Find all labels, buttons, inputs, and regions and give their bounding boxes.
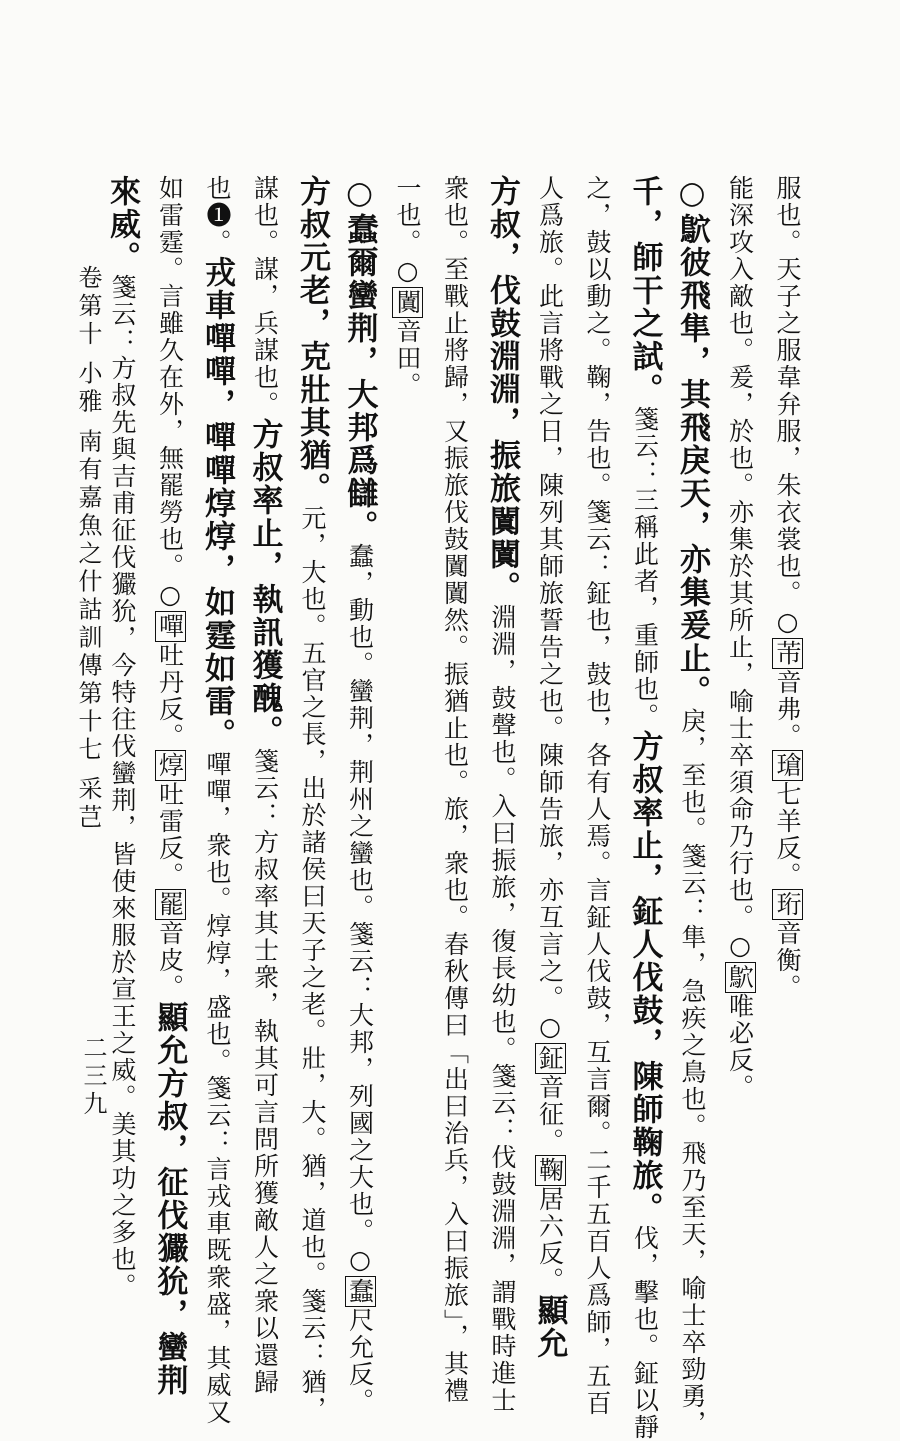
running-head: 卷第十 小雅 南有嘉魚之什詁訓傳第十七 采芑 bbox=[74, 265, 102, 832]
text-column bbox=[674, 175, 710, 1437]
commentary-text: 伐，擊也。鉦以靜 bbox=[630, 1225, 660, 1441]
commentary-text: 人爲旅。此言將戰之日，陳列其師旅誓告之也。陳師告旅，亦互言之。○ bbox=[535, 175, 565, 1043]
commentary-text: 衆也。至戰止將歸，又振旅伐鼓闐闐然。振猶止也。旅，衆也。春秋傳曰「出曰治兵，入曰振旅」，其禮 bbox=[440, 175, 470, 1405]
boxed-character: 闐 bbox=[393, 289, 422, 316]
main-text: 千，師干之試。 bbox=[626, 175, 663, 406]
main-text: 方叔，伐鼓淵淵，振旅闐闐。 bbox=[484, 175, 520, 604]
main-text: 顯允方叔，征伐玁狁，蠻荆 bbox=[151, 1001, 188, 1397]
boxed-character: 芾 bbox=[773, 640, 802, 667]
boxed-character: 鴥 bbox=[725, 964, 755, 991]
commentary-text: 七羊反。 bbox=[773, 781, 802, 889]
commentary-text: 唯必反。 bbox=[725, 993, 755, 1101]
text-column bbox=[484, 175, 520, 1414]
commentary-text: 吐雷反。 bbox=[155, 781, 185, 889]
commentary-text: 箋云：方叔率其士衆，執其可言問所獲敵人之衆以還歸 bbox=[250, 748, 280, 1396]
commentary-text: 箋云：三稱此者，重師也。 bbox=[630, 406, 660, 730]
commentary-text: 服也。天子之服韋弁服，朱衣裳也。○ bbox=[773, 175, 802, 638]
main-text: 顯允 bbox=[531, 1294, 568, 1360]
commentary-text: 嘽嘽，衆也。焞焞，盛也。箋云：言戎車既衆盛，其威又 bbox=[203, 751, 232, 1426]
commentary-text: 音田。 bbox=[393, 318, 422, 399]
boxed-character: 鞠 bbox=[535, 1157, 565, 1184]
text-column bbox=[199, 175, 235, 1426]
commentary-text: 箋云：方叔先與吉甫征伐玁狁，今特往伐蠻荆，皆使來服於宣王之威。美其功之多也。 bbox=[108, 274, 137, 1300]
text-column bbox=[580, 175, 612, 1417]
main-text: 方叔元老，克壯其猶。 bbox=[294, 175, 330, 505]
commentary-text: 謀也。謀，兵謀也。 bbox=[250, 175, 280, 418]
commentary-text: 之，鼓以動之。鞠，告也。箋云：鉦也，鼓也，各有人焉。言鉦人伐鼓，互言爾。二千五百人爲師，五百 bbox=[583, 175, 612, 1417]
text-column bbox=[390, 175, 422, 1295]
boxed-character: 瑲 bbox=[773, 752, 802, 779]
commentary-text: 尺允反。 bbox=[345, 1307, 375, 1415]
main-text: 戎車嘽嘽，嘽嘽焞焞，如霆如雷。 bbox=[199, 256, 235, 751]
commentary-text: 能深攻入敵也。爰，於也。亦集於其所止，喻士卒須命乃行也。○ bbox=[725, 175, 755, 962]
text-column bbox=[341, 175, 378, 1415]
text-column bbox=[626, 175, 663, 1441]
commentary-text: 音皮。 bbox=[155, 920, 185, 1001]
page-number: 二三九 bbox=[79, 1035, 107, 1119]
main-text: ○鴥彼飛隼，其飛戾天，亦集爰止。 bbox=[674, 175, 710, 708]
commentary-text: 如雷霆。言雖久在外，無罷勞也。○ bbox=[155, 175, 185, 611]
text-column bbox=[723, 175, 755, 1295]
text-column bbox=[294, 175, 330, 1423]
main-text: 來威。 bbox=[104, 175, 140, 274]
boxed-character: 嘽 bbox=[155, 613, 185, 640]
commentary-text: 也❶。 bbox=[203, 175, 232, 256]
text-column bbox=[531, 175, 568, 1360]
text-column bbox=[104, 175, 140, 1300]
commentary-text: 元，大也。五官之長，出於諸侯曰天子之老。壯，大。猶，道也。箋云：猶， bbox=[298, 505, 327, 1423]
text-column bbox=[438, 175, 470, 1405]
commentary-text: 音征。 bbox=[535, 1074, 565, 1155]
boxed-character: 焞 bbox=[155, 752, 185, 779]
main-text: ○蠢爾蠻荆，大邦爲讎。 bbox=[341, 175, 378, 543]
commentary-text: 居六反。 bbox=[535, 1186, 565, 1294]
main-text: 方叔率止，執訊獲醜。 bbox=[246, 418, 283, 748]
commentary-text: 淵淵，鼓聲也。入曰振旅，復長幼也。箋云：伐鼓淵淵，謂戰時進士 bbox=[488, 604, 517, 1414]
boxed-character: 珩 bbox=[773, 891, 802, 918]
main-text: 方叔率止，鉦人伐鼓，陳師鞠旅。 bbox=[626, 730, 663, 1225]
text-column bbox=[246, 175, 283, 1396]
commentary-text: 蠢，動也。蠻荆，荆州之蠻也。箋云：大邦，列國之大也。○ bbox=[345, 543, 375, 1276]
commentary-text: 音衡。 bbox=[773, 920, 802, 1001]
boxed-character: 罷 bbox=[155, 891, 185, 918]
boxed-character: 鉦 bbox=[535, 1045, 565, 1072]
commentary-text: 戾，至也。箋云：隼，急疾之鳥也。飛乃至天，喻士卒勁勇， bbox=[678, 708, 707, 1437]
text-column bbox=[151, 175, 188, 1397]
commentary-text: 一也。○ bbox=[393, 175, 422, 287]
text-column bbox=[770, 175, 802, 1295]
boxed-character: 蠢 bbox=[345, 1278, 375, 1305]
commentary-text: 吐丹反。 bbox=[155, 642, 185, 750]
commentary-text: 音弗。 bbox=[773, 669, 802, 750]
